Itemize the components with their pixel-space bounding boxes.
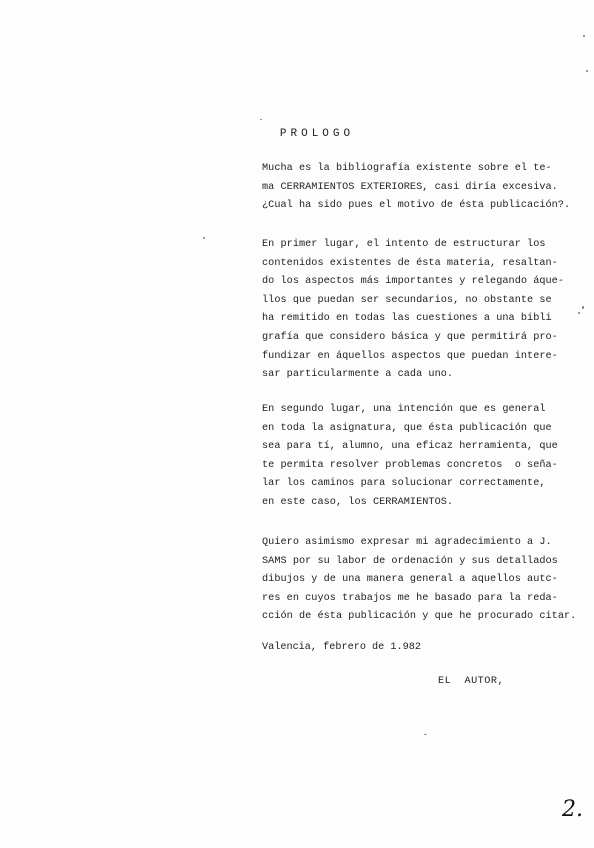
scan-speck	[586, 70, 588, 72]
date-line: Valencia, febrero de 1.982	[262, 642, 421, 653]
paragraph-intro: Mucha es la bibliografía existente sobre el te- ma CERRAMIENTOS EXTERIORES, casi diría excesiva. ¿Cual ha sido pues el motivo de ésta publicación?.	[262, 163, 571, 212]
paragraph-second-reason: En segundo lugar, una intención que es general en toda la asignatura, que ésta publicación que sea para tí, alumno, una eficaz herramienta, que te permita resolver problemas concretos o seña- lar los caminos para solucionar correctamente, en este caso, los CERRAMIENTOS.	[262, 404, 558, 508]
page-number: 2.	[562, 797, 583, 822]
scan-speck	[203, 237, 205, 239]
scan-speck	[578, 312, 580, 314]
page-title: PROLOGO	[279, 128, 355, 140]
scan-speck	[582, 306, 584, 309]
paragraph-first-reason: En primer lugar, el intento de estructurar los contenidos existentes de ésta materia, resaltan- do los aspectos más importantes y relegando áque- llos que puedan ser secundarios, no obstante se ha remitido en todas las cuestiones a una bibli grafía que considero básica y que permitirá pro- fundizar en áquellos aspectos que puedan intere- sar particularmente a cada uno.	[262, 239, 565, 381]
paragraph-acknowledgement: Quiero asimismo expresar mi agradecimiento a J. SAMS por su labor de ordenación y sus detallados dibujos y de una manera general a aquellos autc- res en cuyos trabajos me he basado para la reda- cción de ésta publicación y que he procurado citar.	[262, 537, 577, 623]
author-signature: EL AUTOR,	[438, 676, 505, 687]
scan-speck	[260, 119, 262, 120]
scan-speck	[583, 35, 585, 37]
scan-speck	[424, 734, 427, 735]
